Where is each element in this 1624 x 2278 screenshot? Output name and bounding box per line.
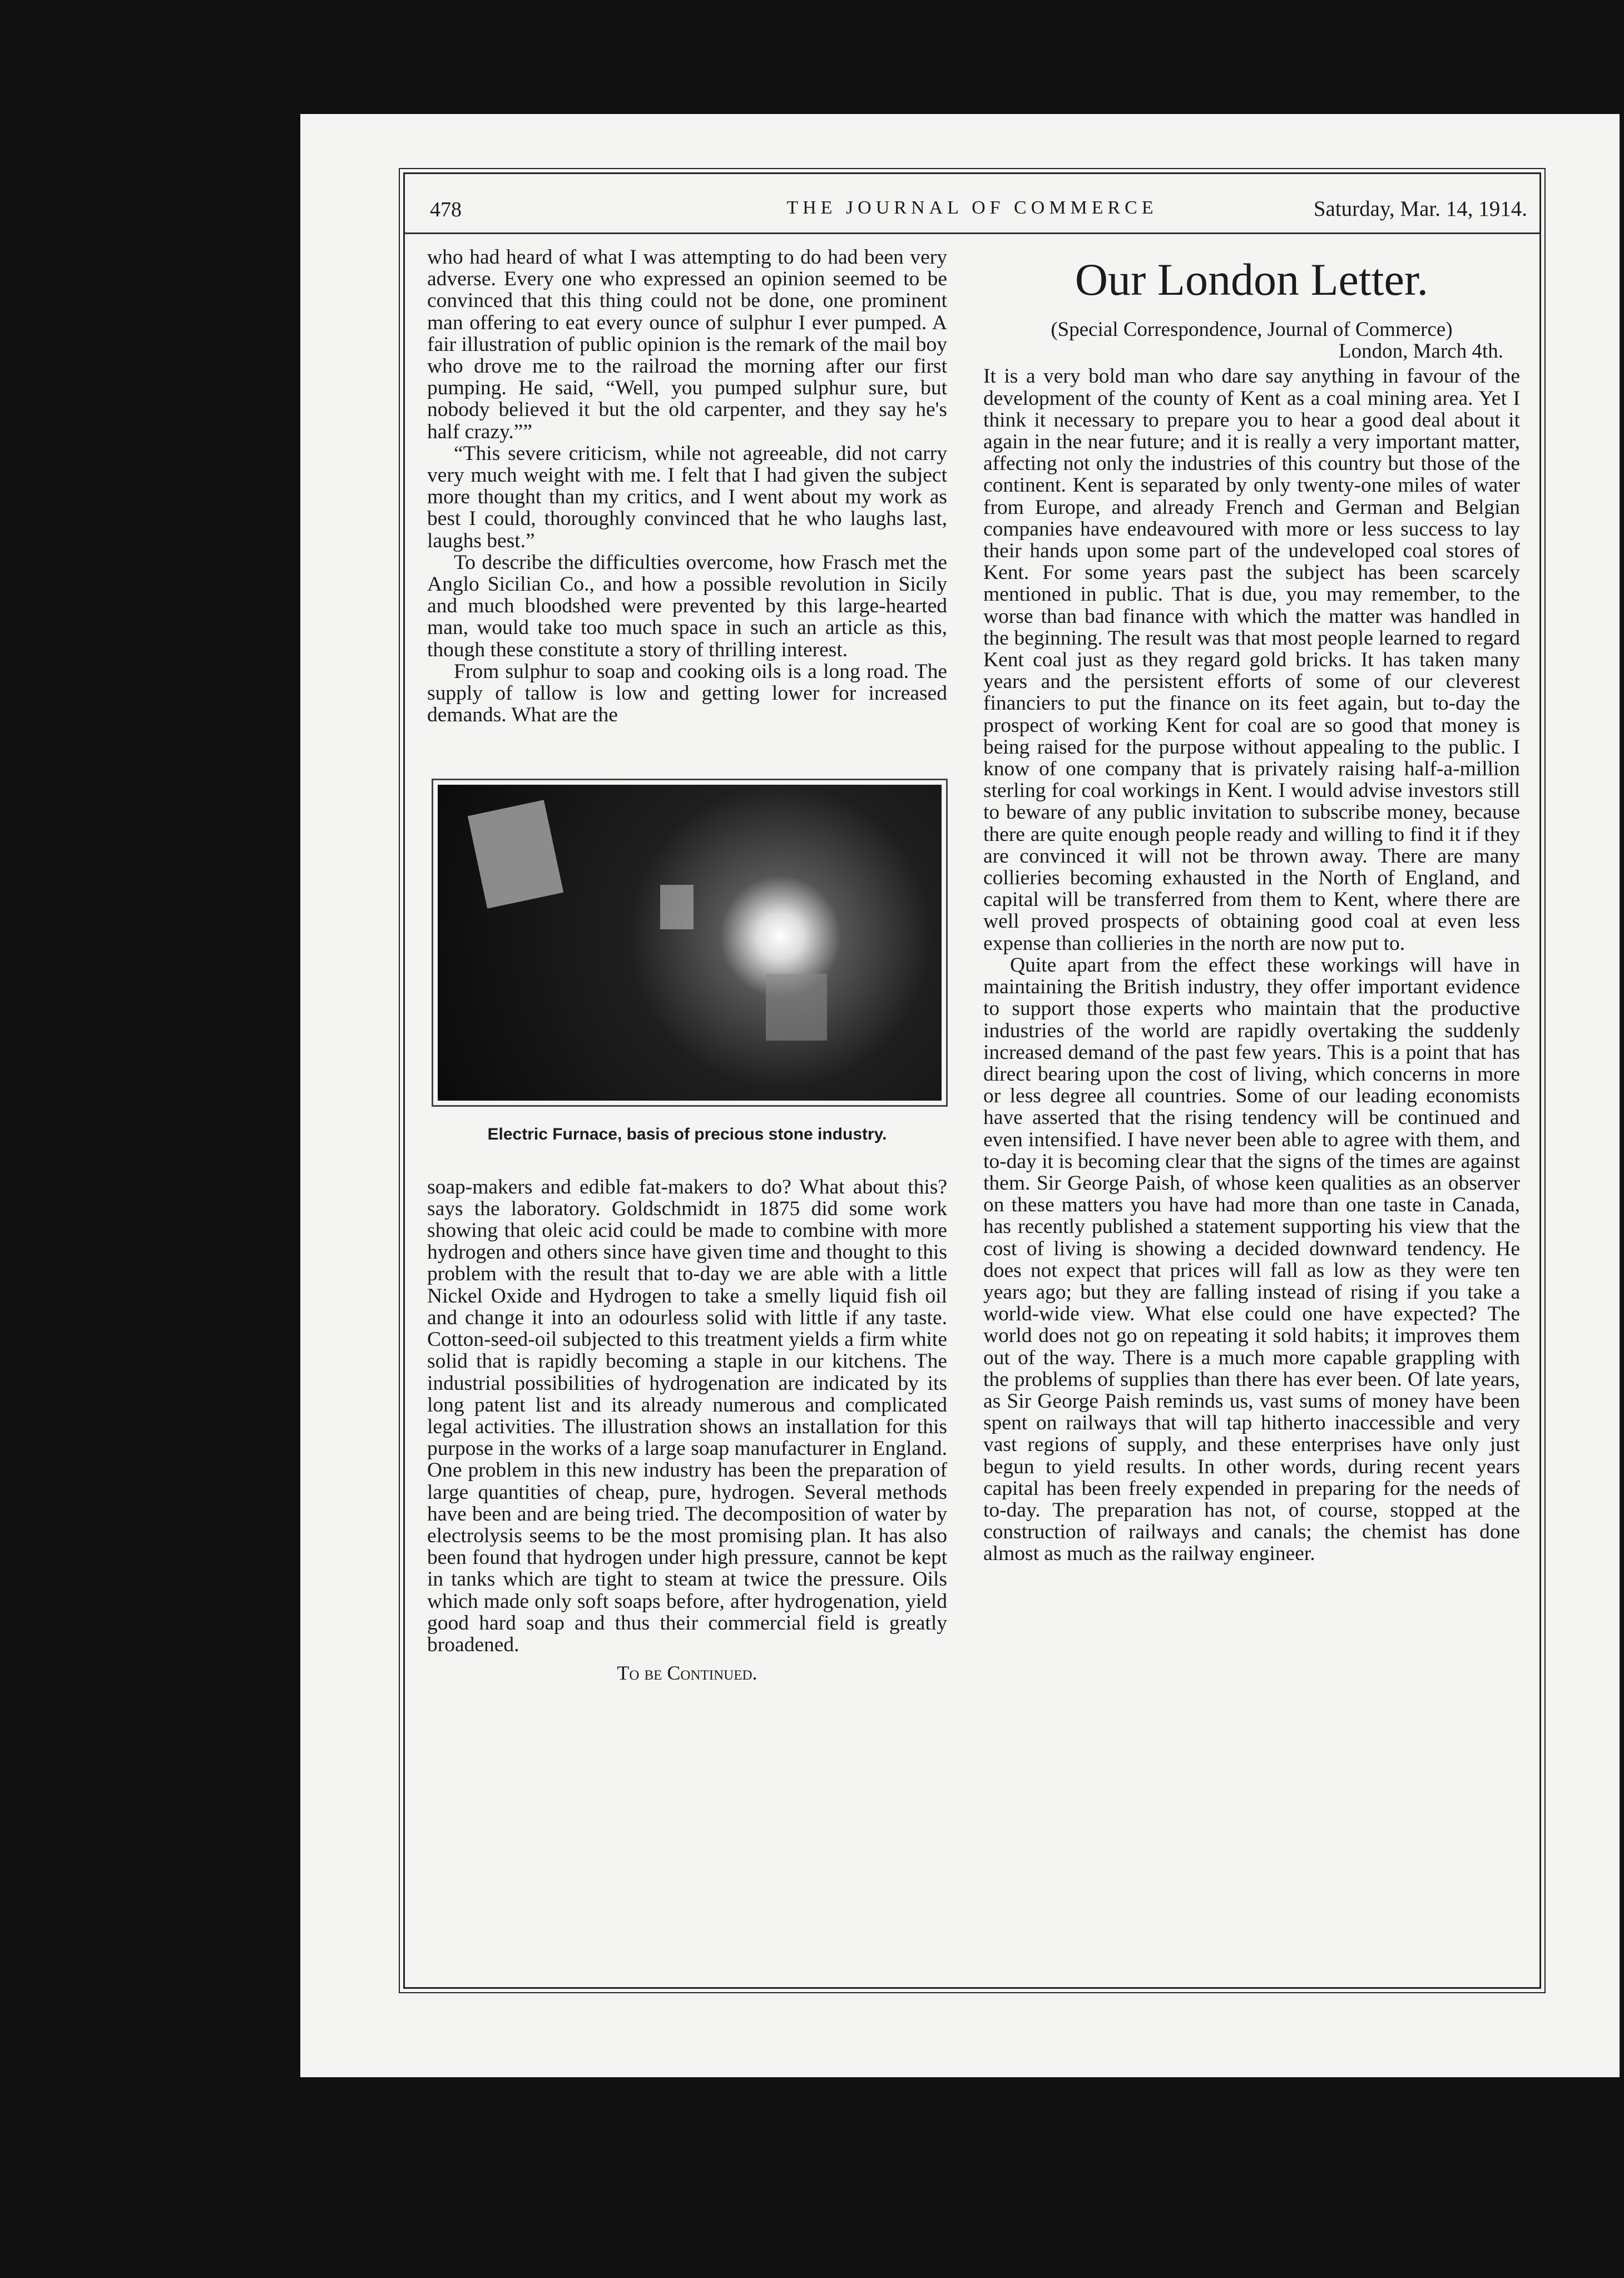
- paragraph: soap-makers and edible fat-makers to do? What about this? says the laboratory. Goldschmidt in 1875 did some work showing that oleic acid could be made to combine with more hydrogen and others since have given time and thought to this problem with the result that to-day we are able with a little Nickel Oxide and Hydrogen to take a smelly liquid fish oil and change it into an odourless solid with little if any taste. Cotton-seed-oil subjected to this treatment yields a firm white solid that is rapidly becoming a staple in our kitchens. The industrial possibilities of hydrogenation are indicated by its long patent list and its already numerous and complicated legal activities. The illustration shows an installation for this purpose in the works of a large soap manufacturer in England. One problem in this new industry has been the preparation of large quantities of cheap, pure, hydrogen. Several methods have been and are being tried. The decomposition of water by electrolysis seems to be the most promising plan. It has also been found that hydrogen under high pressure, cannot be kept in tanks which are tight to steam at twice the pressure. Oils which made only soft soaps before, after hydrogenation, yield good hard soap and thus their commercial field is greatly broadened.: [427, 1175, 947, 1656]
- figure-caption: Electric Furnace, basis of precious stone industry.: [487, 1125, 887, 1144]
- right-column: [983, 246, 1520, 1565]
- page-header: [405, 174, 1539, 234]
- paragraph: To describe the difficulties overcome, how Frasch met the Anglo Sicilian Co., and how a possible revolution in Sicily and much bloodshed were prevented by this large-hearted man, would take too much space in such an article as this, though these constitute a story of thrilling interest.: [427, 551, 947, 661]
- electric-furnace-photo: [438, 785, 942, 1101]
- paragraph: “This severe criticism, while not agreeable, did not carry very much weight with me. I felt that I had given the subject more thought than my critics, and I went about my work as best I could, thoroughly convinced that he who laughs last, laughs best.”: [427, 442, 947, 552]
- photo-detail: [468, 800, 563, 909]
- article-headline: Our London Letter.: [1075, 254, 1429, 305]
- issue-date: Saturday, Mar. 14, 1914.: [1313, 197, 1527, 221]
- journal-page: [300, 114, 1620, 2077]
- to-be-continued: To be Continued.: [617, 1662, 757, 1685]
- paragraph: It is a very bold man who dare say anything in favour of the development of the county of Kent as a coal mining area. Yet I think it necessary to prepare you to hear a good deal about it again in the near future; and it is really a very important matter, affecting not only the industries of this country but those of the continent. Kent is separated by only twenty-one miles of water from Europe, and already French and German and Belgian companies have endeavoured with more or less success to lay their hands upon some part of the undeveloped coal stores of Kent. For some years past the subject has been scarcely mentioned in public. That is due, you may remember, to the worse than bad finance with which the matter was handled in the beginning. The result was that most people learned to regard Kent coal just as they regard gold bricks. It has taken many years and the persistent efforts of some of our cleverest financiers to put the finance on its feet again, but to-day the prospect of working Kent for coal are so good that money is being raised for the purpose without appealing to the public. I know of one company that is privately raising half-a-million sterling for coal workings in Kent. I would advise investors still to beware of any public invitation to subscribe money, because there are quite enough people ready and willing to find it if they are convinced it will not be thrown away. There are many collieries becoming exhausted in the North of England, and capital will be transferred from them to Kent, where there are well proved prospects of obtaining good coal at even less expense than collieries in the north are now put to.: [983, 365, 1520, 955]
- left-column: [427, 246, 947, 1684]
- paragraph: From sulphur to soap and cooking oils is a long road. The supply of tallow is low and getting lower for increased demands. What are the: [427, 660, 947, 727]
- furnace-photo-frame: [432, 779, 948, 1107]
- page-number: 478: [430, 198, 462, 221]
- page-border: [403, 172, 1541, 1989]
- article-dateline: London, March 4th.: [1339, 340, 1503, 363]
- paragraph: who had heard of what I was attempting to do had been very adverse. Every one who expressed an opinion seemed to be convinced that this thing could not be done, one prominent man offering to eat every ounce of sulphur I ever pumped. A fair illustration of public opinion is the remark of the mail boy who drove me to the railroad the morning after our first pumping. He said, “Well, you pumped sulphur sure, but nobody believed it but the old carpenter, and they say he's half crazy.””: [427, 246, 947, 443]
- article-subhead: (Special Correspondence, Journal of Commerce): [1051, 318, 1453, 341]
- photo-detail: [766, 974, 827, 1041]
- paragraph: Quite apart from the effect these workings will have in maintaining the British industry, they offer important evidence to support those experts who maintain that the productive industries of the world are rapidly overtaking the suddenly increased demand of the past few years. This is a point that has direct bearing upon the cost of living, which concerns in more or less degree all countries. Some of our leading economists have asserted that the rising tendency will be continued and even intensified. I have never been able to agree with them, and to-day it is becoming clear that the signs of the times are against them. Sir George Paish, of whose keen qualities as an observer on these matters you have had more than one taste in Canada, has recently published a statement supporting his view that the cost of living is showing a decided downward tendency. He does not expect that prices will fall as low as they were ten years ago; but they are falling instead of rising if you take a world-wide view. What else could one have expected? The world does not go on repeating it sold habits; it improves them out of the way. There is a much more capable grappling with the problems of supplies than there has ever been. Of late years, as Sir George Paish reminds us, vast sums of money have been spent on railways that will tap hitherto inaccessible and very vast regions of supply, and these enterprises have only just begun to yield results. In other words, during recent years capital has been freely expended in preparing for the needs of to-day. The preparation has not, of course, stopped at the construction of railways and canals; the chemist has done almost as much as the railway engineer.: [983, 953, 1520, 1566]
- photo-detail: [660, 885, 694, 929]
- journal-title: THE JOURNAL OF COMMERCE: [786, 197, 1158, 218]
